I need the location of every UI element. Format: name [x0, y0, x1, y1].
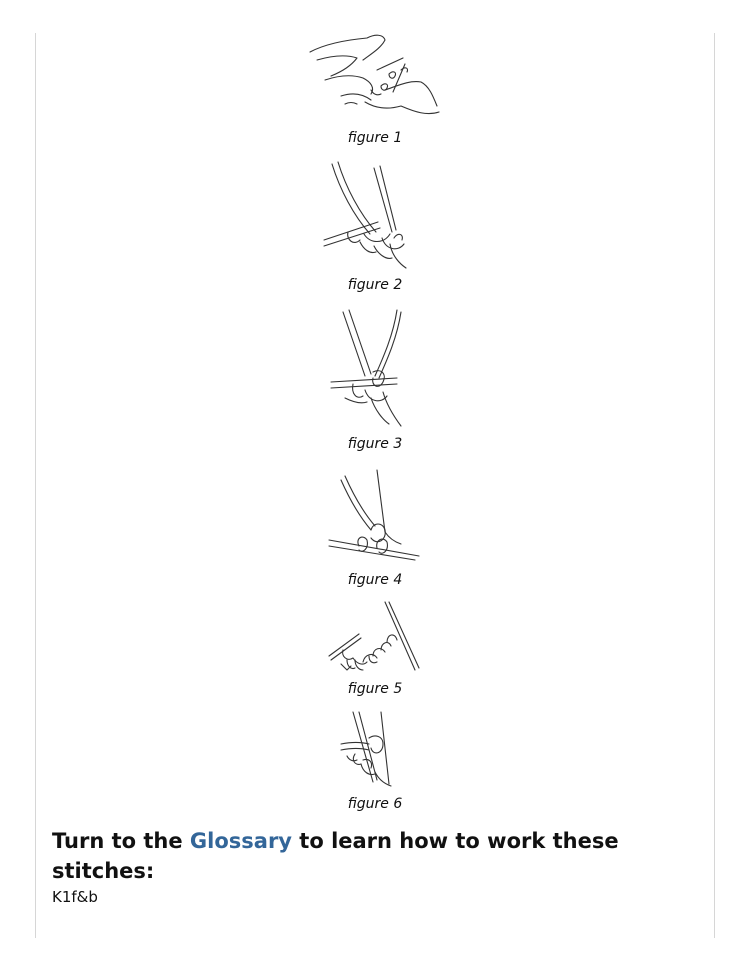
- needle-front-loop-icon: [320, 160, 430, 272]
- heading-suffix: to learn how to work these stitches:: [52, 829, 619, 883]
- figure-1-caption: figure 1: [347, 130, 403, 146]
- figure-4-illustration: [0, 466, 750, 564]
- stitch-list: K1f&b: [52, 888, 98, 906]
- figure-3-illustration: [0, 306, 750, 430]
- figure-1-illustration: [0, 30, 750, 122]
- figure-4-caption: figure 4: [347, 572, 403, 588]
- heading-prefix: Turn to the: [52, 829, 190, 853]
- stitch-pulled-icon: [325, 466, 425, 564]
- glossary-heading: [52, 826, 672, 886]
- hands-needles-icon: [305, 30, 445, 122]
- figure-3-caption: figure 3: [347, 436, 403, 452]
- figure-2-illustration: [0, 160, 750, 272]
- figure-5-illustration: [0, 600, 750, 674]
- glossary-link[interactable]: Glossary: [189, 829, 292, 853]
- back-loop-icon: [335, 710, 415, 790]
- stitch-row-icon: [325, 600, 425, 674]
- figure-6-caption: figure 6: [347, 796, 403, 812]
- figure-5-caption: figure 5: [347, 681, 403, 697]
- yarn-wrap-icon: [325, 306, 425, 430]
- figure-2-caption: figure 2: [347, 277, 403, 293]
- figure-6-illustration: [0, 710, 750, 790]
